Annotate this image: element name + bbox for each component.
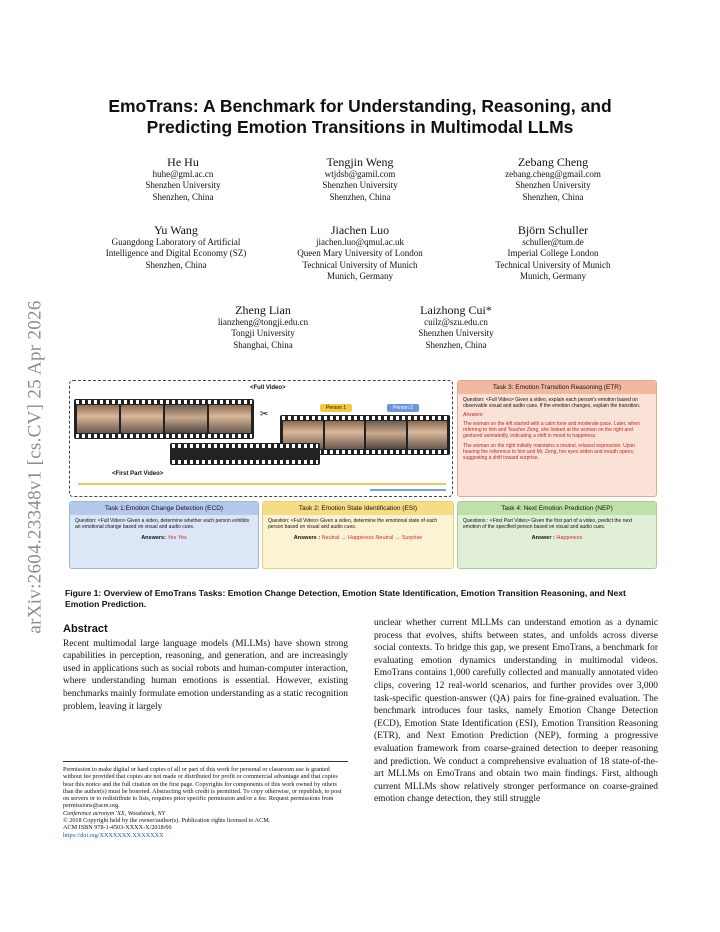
author-block	[453, 223, 653, 283]
timeline-first-part	[78, 483, 446, 485]
task-ecd-body	[70, 515, 258, 544]
task-ecd-title: Task 1:Emotion Change Detection (ECD)	[70, 502, 258, 515]
filmstrip-lower	[170, 443, 320, 465]
author-name: Björn Schuller	[517, 223, 589, 237]
author-location: Munich, Germany	[520, 271, 586, 282]
task-ecd-answers-label: Answers:	[141, 534, 166, 541]
author-affiliation: Technical University of Munich	[495, 259, 611, 270]
arxiv-stamp-text: arXiv:2604.23348v1 [cs.CV] 25 Apr 2026	[25, 300, 47, 634]
task-etr-answer-2: The woman on the right initially maintains a neutral, relaxed expression. Upon hearing the reference to him and Mr. Zeng, her eyes widen and mouth opens, suggesting a shift toward surprise.	[463, 442, 636, 462]
figure-caption: Figure 1: Overview of EmoTrans Tasks: Emotion Change Detection, Emotion State Identification, Emotion Transition Reasoning, and Next Emotion Prediction.	[65, 588, 626, 609]
author-email: schuller@tum.de	[522, 237, 584, 247]
author-location: Shenzhen, China	[329, 191, 391, 202]
video-frame	[209, 405, 251, 433]
film-holes	[172, 460, 318, 464]
author-email: zebang.cheng@gmail.com	[505, 169, 601, 179]
author-affiliation: Shenzhen University	[515, 180, 591, 191]
paper-title: EmoTrans: A Benchmark for Understanding, Reasoning, and Predicting Emotion Transitions in Multimodal LLMs	[108, 96, 612, 137]
author-location: Shanghai, China	[233, 339, 293, 350]
task-etr-box	[457, 380, 657, 497]
left-column	[63, 623, 348, 713]
video-frame	[325, 421, 365, 449]
film-frames	[77, 405, 251, 433]
author-email: cuilz@szu.edu.cn	[424, 317, 488, 327]
author-email: lianzheng@tongji.edu.cn	[217, 317, 309, 327]
film-holes	[282, 416, 448, 420]
task-etr-question: Question: <Full Video> Given a video, explain each person's emotion based on observable visual and audio cues. If the emotion changes, explain the transition.	[463, 397, 641, 410]
task-esi-question: Question: <Full Video> Given a video, determine the emotional state of each person based on visual and audio cues.	[268, 518, 438, 531]
permission-text: Permission to make digital or hard copies of all or part of this work for personal or classroom use is granted without fee provided that copies are not made or distributed for profit or commercial advantage and that copies bear this notice and the full citation on the first page. Copyrights for components of this work owned by others than the author(s) must be honored. Abstracting with credit is permitted. To copy otherwise, or republish, to post on servers or to redistribute to lists, requires prior specific permission and/or a fee. Request permissions from permissions@acm.org.	[63, 766, 342, 810]
right-column	[374, 617, 658, 806]
author-name: Laizhong Cui*	[420, 303, 492, 317]
author-affiliation: Imperial College London	[507, 248, 599, 259]
task-nep-answers	[463, 535, 651, 541]
author-location: Shenzhen, China	[152, 191, 214, 202]
task-etr-answers-label: Answers:	[463, 411, 484, 418]
timeline-full	[370, 489, 446, 491]
conference-info: Conference acronym 'XX, Woodstock, NY	[63, 809, 166, 817]
task-esi-box	[262, 501, 454, 569]
author-location: Shenzhen, China	[425, 339, 487, 350]
task-nep-question: Questions : <First Part Video> Given the first part of a video, predict the next emotion of the specified person based on visual and audio cues.	[463, 518, 633, 531]
task-ecd-box	[69, 501, 259, 569]
video-frame	[366, 421, 406, 449]
person-1-tag: Person 1	[320, 404, 352, 412]
author-block	[260, 223, 460, 283]
author-block	[260, 155, 460, 203]
film-holes	[76, 400, 252, 404]
author-name: Jiachen Luo	[330, 223, 390, 237]
scissors-icon: ✂	[260, 409, 269, 420]
abstract-text-right: unclear whether current MLLMs can understand emotion as a dynamic process that evolves, shifts between states, and unfolds across diverse social contexts. To bridge this gap, we present EmoTrans, a benchmark for evaluating emotion dynamics understanding in multimodal videos. EmoTrans contains 1,000 carefully collected and manually annotated video clips, covering 12 real-world scenarios, and further provides over 3,000 task-specific question-answer (QA) pairs for fine-grained evaluation. The benchmark introduces four tasks, namely Emotion Change Detection (ECD), Emotion State Identification (ESI), Emotion Transition Reasoning (ETR), and Next Emotion Prediction (NEP), forming a progressive evaluation framework from coarse-grained detection to deeper reasoning and prediction. We conduct a comprehensive evaluation of 18 state-of-the-art MLLMs on EmoTrans and obtain two main findings. First, although current MLLMs show relatively stronger performance on coarse-grained emotion change detection, they still struggle	[374, 618, 658, 805]
author-affiliation: Shenzhen University	[322, 180, 398, 191]
filmstrip-first-part	[74, 399, 254, 439]
task-nep-title: Task 4: Next Emotion Prediction (NEP)	[458, 502, 656, 515]
author-affiliation: Tongji University	[231, 328, 295, 339]
author-location: Shenzhen, China	[145, 259, 207, 270]
task-ecd-answers	[75, 535, 253, 541]
video-panel	[69, 380, 453, 497]
doi-link[interactable]: https://doi.org/XXXXXXX.XXXXXXX	[63, 831, 164, 839]
video-frame	[408, 421, 448, 449]
task-esi-body	[263, 515, 453, 544]
author-affiliation: Guangdong Laboratory of Artificial	[111, 237, 241, 247]
task-ecd-question: Question: <Full Video> Given a video, determine whether each person exhibits an emotional change based on visual and audio cues.	[75, 518, 250, 531]
video-frame	[165, 405, 207, 433]
task-etr-body	[458, 394, 656, 465]
author-affiliation: Shenzhen University	[145, 180, 221, 191]
task-nep-body	[458, 515, 656, 544]
author-affiliation: Technical University of Munich	[302, 259, 418, 270]
task-esi-answer-1: Neutral → Happiness	[321, 534, 374, 541]
task-nep-answer-1: Happiness	[556, 534, 583, 541]
film-holes	[76, 434, 252, 438]
author-block	[453, 155, 653, 203]
person-2-tag: Person 2	[387, 404, 419, 412]
author-name: Yu Wang	[154, 223, 198, 237]
author-name: Zheng Lian	[235, 303, 291, 317]
author-block	[83, 155, 283, 203]
task-nep-answers-label: Answer :	[531, 534, 555, 541]
figure-1	[65, 380, 657, 572]
author-location: Shenzhen, China	[522, 191, 584, 202]
author-name: Tengjin Weng	[326, 155, 394, 169]
video-frame	[121, 405, 163, 433]
task-esi-title: Task 2: Emotion State Identification (ESI)	[263, 502, 453, 515]
video-frame	[77, 405, 119, 433]
arxiv-stamp	[18, 262, 54, 672]
copyright-text: © 2018 Copyright held by the owner/author(s). Publication rights licensed to ACM.	[63, 817, 271, 825]
author-name: He Hu	[167, 155, 199, 169]
author-name: Zebang Cheng	[517, 155, 589, 169]
author-block	[356, 303, 556, 351]
author-block	[66, 223, 286, 271]
permission-footnote	[63, 761, 348, 839]
author-email: huhe@gml.ac.cn	[152, 169, 214, 179]
film-holes	[172, 444, 318, 448]
task-ecd-answer-2: Yes	[177, 534, 187, 541]
task-ecd-answer-1: Yes	[167, 534, 177, 541]
author-location: Munich, Germany	[327, 271, 393, 282]
author-block	[163, 303, 363, 351]
author-affiliation: Intelligence and Digital Economy (SZ)	[105, 248, 247, 259]
task-esi-answers-label: Answers :	[293, 534, 321, 541]
abstract-heading: Abstract	[63, 623, 108, 635]
author-affiliation: Queen Mary University of London	[297, 248, 423, 259]
first-part-tag: <First Part Video>	[112, 471, 164, 477]
task-esi-answers	[268, 535, 448, 541]
task-etr-title: Task 3: Emotion Transition Reasoning (ETR)	[458, 381, 656, 394]
task-nep-box	[457, 501, 657, 569]
author-email: wtjdsb@gamil.com	[324, 169, 396, 179]
full-video-tag: <Full Video>	[250, 385, 286, 391]
author-email: jiachen.luo@qmul.ac.uk	[315, 237, 404, 247]
task-etr-answer-1: The woman on the left started with a calm tone and moderate pace. Later, when referring to him and Teacher Zeng, she looked at the woman on the right and gestured animatedly, indicating a shift in mood to happiness.	[463, 420, 640, 440]
author-affiliation: Shenzhen University	[418, 328, 494, 339]
abstract-text-left: Recent multimodal large language models (MLLMs) have shown strong capabilities in perception, reasoning, and generation, and are increasingly used in applications such as social robots and human-computer interaction, where understanding human emotions is essential. However, existing benchmarks mainly formulate emotion understanding as a static recognition problem, leaving it largely	[63, 638, 348, 712]
task-esi-answer-2: Neutral → Surprise	[375, 534, 423, 541]
isbn-text: ACM ISBN 978-1-4503-XXXX-X/2018/06	[63, 824, 172, 832]
